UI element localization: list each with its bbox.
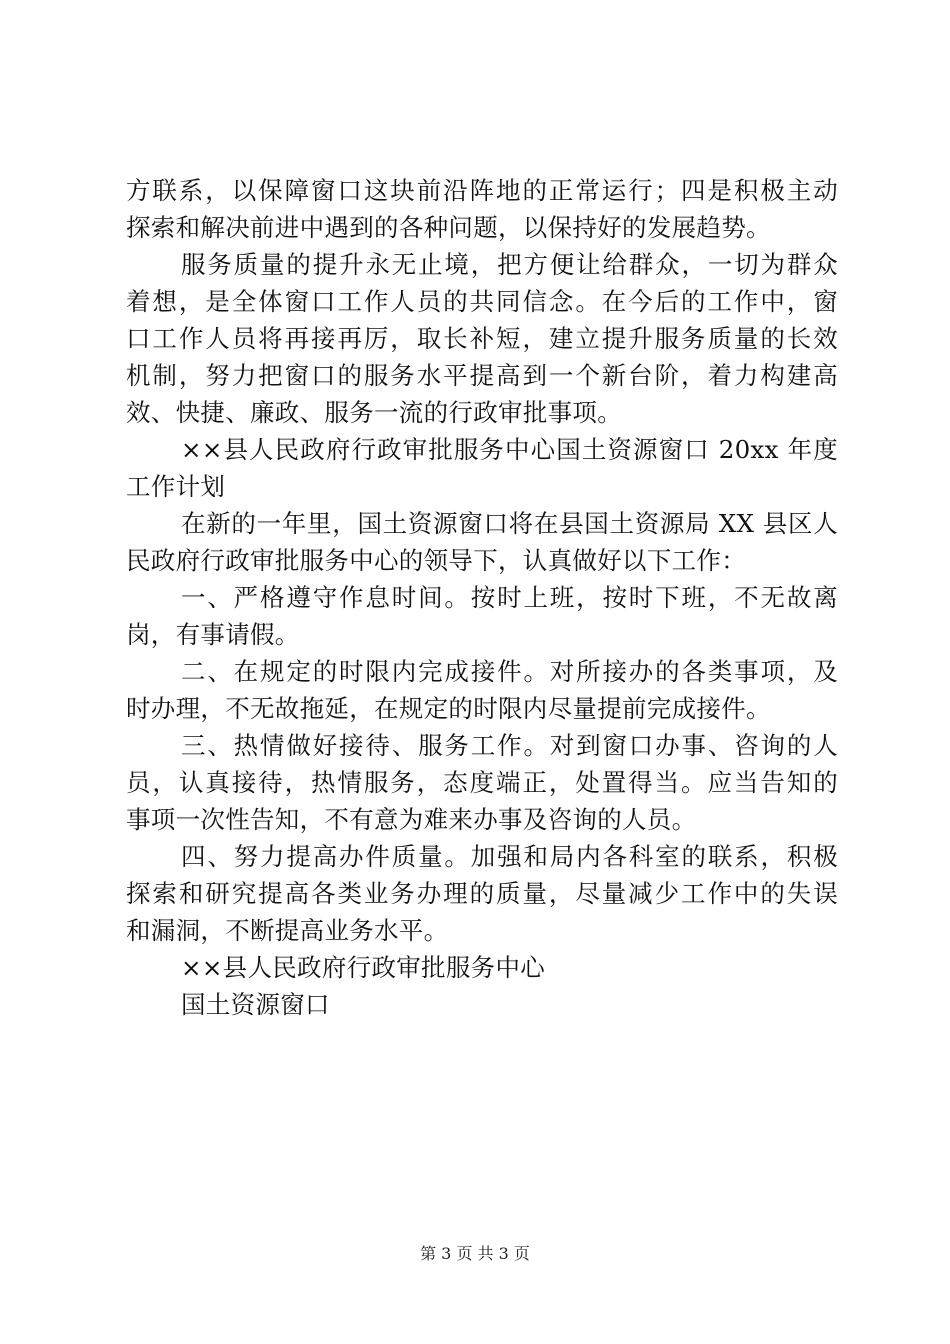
text-line: 机制，努力把窗口的服务水平提高到一个新台阶，着力构建高 bbox=[126, 361, 838, 390]
text-line: 事项一次性告知，不有意为难来办事及咨询的人员。 bbox=[126, 805, 697, 834]
paragraph-start-line: 在新的一年里，国土资源窗口将在县国土资源局 XX 县区人 bbox=[181, 509, 838, 538]
text-line: 员，认真接待，热情服务，态度端正，处置得当。应当告知的 bbox=[126, 768, 838, 797]
signature-dept-line: 国土资源窗口 bbox=[181, 990, 330, 1019]
page-number-footer: 第 3 页 共 3 页 bbox=[420, 1244, 530, 1263]
text-line: 效、快捷、廉政、服务一流的行政审批事项。 bbox=[126, 398, 622, 427]
list-item-line: 四、努力提高办件质量。加强和局内各科室的联系，积极 bbox=[181, 842, 838, 871]
text-line: 岗，有事请假。 bbox=[126, 620, 300, 649]
plan-title-line: 工作计划 bbox=[126, 472, 226, 501]
signature-org-line: ××县人民政府行政审批服务中心 bbox=[181, 953, 546, 982]
text-line: 探索和解决前进中遇到的各种问题，以保持好的发展趋势。 bbox=[126, 213, 771, 242]
text-line: 口工作人员将再接再厉，取长补短，建立提升服务质量的长效 bbox=[126, 324, 838, 353]
plan-title-line: ××县人民政府行政审批服务中心国土资源窗口 20xx 年度 bbox=[181, 435, 838, 464]
text-line: 和漏洞，不断提高业务水平。 bbox=[126, 916, 449, 945]
list-item-line: 二、在规定的时限内完成接件。对所接办的各类事项，及 bbox=[181, 657, 838, 686]
text-line: 探索和研究提高各类业务办理的质量，尽量减少工作中的失误 bbox=[126, 879, 838, 908]
document-body bbox=[126, 172, 838, 1023]
text-line: 方联系，以保障窗口这块前沿阵地的正常运行；四是积极主动 bbox=[126, 176, 838, 205]
list-item-line: 一、严格遵守作息时间。按时上班，按时下班，不无故离 bbox=[181, 583, 838, 612]
text-line: 着想，是全体窗口工作人员的共同信念。在今后的工作中，窗 bbox=[126, 287, 838, 316]
text-line: 时办理，不无故拖延，在规定的时限内尽量提前完成接件。 bbox=[126, 694, 771, 723]
paragraph-start-line: 服务质量的提升永无止境，把方便让给群众，一切为群众 bbox=[181, 250, 838, 279]
list-item-line: 三、热情做好接待、服务工作。对到窗口办事、咨询的人 bbox=[181, 731, 838, 760]
text-line: 民政府行政审批服务中心的领导下，认真做好以下工作： bbox=[126, 546, 746, 575]
